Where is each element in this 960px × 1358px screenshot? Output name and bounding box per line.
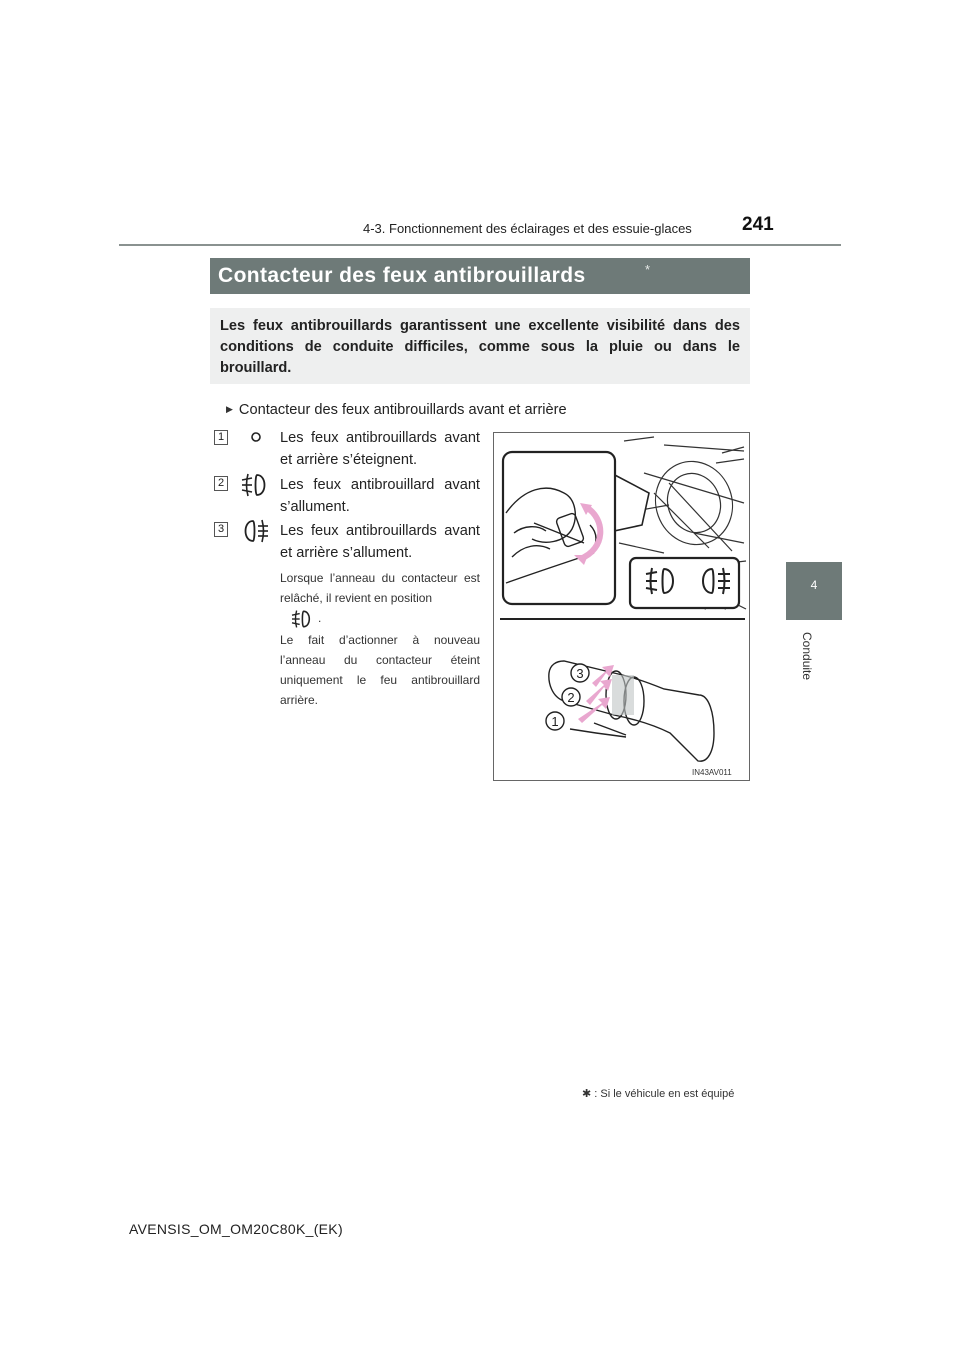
title-asterisk: * <box>645 262 651 277</box>
item-number-1: 1 <box>214 430 228 445</box>
off-ring-icon <box>250 431 262 443</box>
subheading <box>226 402 567 418</box>
running-header: 4-3. Fonctionnement des éclairages et des essuie-glaces <box>363 221 692 236</box>
chapter-tab <box>786 562 842 620</box>
item-text-3: Les feux antibrouillards avant et arrière s’allument. <box>280 523 480 561</box>
footnote: ✱ : Si le véhicule en est équipé <box>582 1088 735 1100</box>
header-rule <box>119 244 841 246</box>
fog-switch-illustration <box>494 433 751 782</box>
subheading-text: Contacteur des feux antibrouillards avant et arrière <box>238 402 567 418</box>
callout-1: 1 <box>551 714 559 729</box>
figure-code: IN43AV011 <box>692 768 732 777</box>
section-title: Contacteur des feux antibrouillards <box>218 264 586 287</box>
item-number-3: 3 <box>214 522 228 537</box>
triangle-bullet-icon: ▶ <box>226 404 233 414</box>
page-number: 241 <box>742 214 774 235</box>
chapter-label: Conduite <box>800 632 814 681</box>
callout-3: 3 <box>576 666 584 681</box>
item-text-1: Les feux antibrouillards avant et arrière s’éteignent. <box>280 430 480 468</box>
item-text-2: Les feux antibrouillard avant s’allument. <box>280 477 480 515</box>
callout-2: 2 <box>567 690 575 705</box>
chapter-label-wrap <box>800 632 824 692</box>
rear-fog-light-icon <box>240 518 270 544</box>
front-fog-light-icon <box>290 609 314 629</box>
intro-text: Les feux antibrouillards garantissent une excellente visibilité dans des conditions de conduite difficiles, comme sous la pluie ou dans le brouillard. <box>220 318 740 376</box>
intro-box <box>210 308 750 384</box>
note-again: Le fait d’actionner à nouveau l’anneau du contacteur éteint uniquement le feu antibrouillard arrière. <box>280 633 480 707</box>
document-code: AVENSIS_OM_OM20C80K_(EK) <box>129 1221 343 1237</box>
chapter-number: 4 <box>810 578 818 592</box>
figure-illustration <box>493 432 750 781</box>
note-release-text: Lorsque l’anneau du contacteur est relâché, il revient en position <box>280 571 480 605</box>
front-fog-light-icon <box>240 472 270 498</box>
section-title-bar <box>210 258 750 294</box>
note-release-period: . <box>318 611 322 625</box>
note-release <box>280 568 480 608</box>
item-number-2: 2 <box>214 476 228 491</box>
